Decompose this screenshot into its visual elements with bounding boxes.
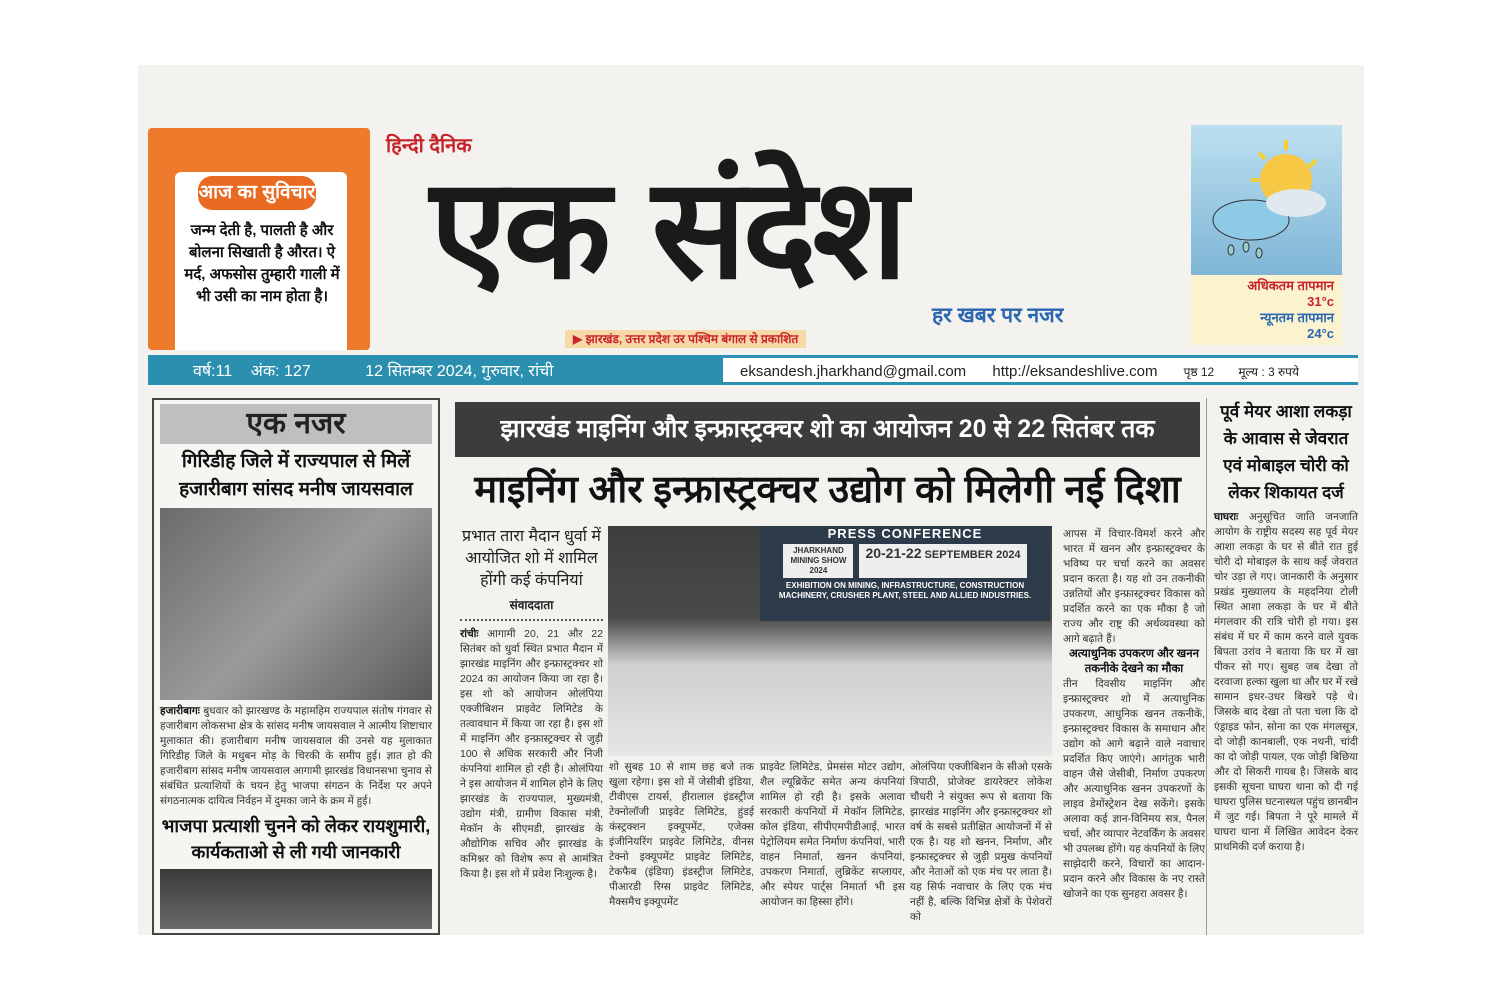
- section-title: एक नजर: [160, 404, 432, 444]
- tagline: हर खबर पर नजर: [932, 304, 1064, 327]
- column-divider: [1206, 398, 1207, 935]
- website-link[interactable]: http://eksandeshlive.com: [992, 363, 1158, 380]
- right-article: [1212, 510, 1360, 855]
- issue-info: [148, 358, 723, 385]
- max-temp-value: 31°c: [1307, 294, 1334, 309]
- article-body: आगामी 20, 21 और 22 सितंबर को धुर्वा स्थित प्रभात मैदान में झारखंड माइनिंग और इन्फ्रास्ट्रक्चर शो 2024 का आयोजन किया जा रहा है। इस शो को आयोजन ओलंपिया एक्जीबिशन प्राइवेट लिमिटेड के तत्वावधान में किया जा रहा है। इस शो में माइनिंग और इन्फ्रास्ट्रक्चर से जुड़ी 100 से अधिक सरकारी और निजी कंपनियां शामिल हो रही है। ओलंपिया ने इस आयोजन में शामिल होने के लिए झारखंड के राज्यपाल, मुख्यमंत्री, उद्योग मंत्री, ग्रामीण विकास मंत्री, मेकॉन के सीएमडी, झारखंड के औद्योगिक सचिव और झारखंड के कमिश्नर को विशेष रूप से आमंत्रित किया है। इस शो में प्रवेश निःशुल्क है।: [460, 628, 603, 880]
- right-column: [1212, 398, 1360, 935]
- min-temp-label: न्यूनतम तापमान: [1260, 310, 1334, 325]
- show-year: 2024: [996, 549, 1021, 561]
- min-temp-value: 24°c: [1307, 326, 1334, 341]
- page-number: पृष्ठ 12: [1183, 365, 1215, 379]
- price: मूल्य : 3 रुपये: [1238, 365, 1299, 379]
- story-banner-text: झारखंड माइनिंग और इन्फ्रास्ट्रक्चर शो का आयोजन 20 से 22 सितंबर तक: [500, 415, 1155, 443]
- left-headline-2: भाजपा प्रत्याशी चुनने को लेकर रायशुमारी, कार्यकताओ से ली गयी जानकारी: [161, 816, 431, 862]
- right-headline: पूर्व मेयर आशा लकड़ा के आवास से जेवरात एवं मोबाइल चोरी को लेकर शिकायत दर्ज: [1220, 402, 1352, 502]
- story-banner: [455, 402, 1200, 457]
- quote-text: जन्म देती है, पालती है और बोलना सिखाती है औरत। ऐ मर्द, अफसोस तुम्हारी गाली में भी उसी का नाम होता है।: [184, 222, 340, 305]
- date-label: 12 सितम्बर 2024, गुरुवार, रांची: [365, 363, 554, 380]
- article-subheading: अत्याधुनिक उपकरण और खनन तकनीके देखने का मौका: [1069, 648, 1199, 675]
- meeting-photo: [160, 869, 432, 929]
- article-column-2: शो सुबह 10 से शाम छह बजे तक खुला रहेगा। इस शो में जेसीबी इंडिया, टीवीएस टायर्स, हीरालाल इंडस्ट्रीज टेक्नोलॉजी प्राइवेट लिमिटेड, हुंडई कंस्ट्रक्शन इक्यूपमेंट, एजेक्स इंजीनियरिंग प्राइवेट लिमिटेड, वीनस टेक्नो इक्यूपमेंट प्राइवेट लिमिटेड, टेकफैब (इंडिया) इंडस्ट्रीज लिमिटेड, पीआरडी रिग्स प्राइवेट लिमिटेड, मैक्समैच इक्यूपमेंट: [609, 761, 754, 908]
- issue-label: अंक: 127: [250, 363, 311, 380]
- article-column-1: [460, 627, 603, 882]
- show-month: SEPTEMBER: [924, 549, 994, 561]
- left-article-1: [160, 704, 432, 809]
- dateline: घाघराः: [1214, 511, 1239, 523]
- byline: संवाददाता: [460, 598, 603, 621]
- contact-info: [728, 358, 1358, 385]
- main-headline-text: माइनिंग और इन्फ्रास्ट्रक्चर उद्योग को मिलेगी नई दिशा: [474, 469, 1181, 511]
- year-label: वर्ष:11: [193, 363, 233, 380]
- article-column-4: ओलंपिया एक्जीबिशन के सीओ एसके त्रिपाठी, प्रोजेक्ट डायरेक्टर लोकेश चौधरी ने संयुक्त रूप से बताया कि झारखंड माइनिंग और इन्फ्रास्ट्रक्चर शो वर्ष के सबसे प्रतीक्षित आयोजनों में से एक है। यह शो खनन, निर्माण, और इन्फ्रास्ट्रक्चर से जुड़ी प्रमुख कंपनियों और नेताओं को एक मंच पर लाता है। यह सिर्फ नवाचार के लिए एक मंच नहीं है, बल्कि विभिन्न क्षेत्रों के पेशेवरों को: [910, 761, 1052, 923]
- temperature-panel: [1191, 275, 1342, 345]
- banner-title: PRESS CONFERENCE: [827, 526, 983, 541]
- main-headline: [455, 462, 1200, 518]
- quote-title: आज का सुविचार: [198, 176, 316, 210]
- article-column-3: प्राइवेट लिमिटेड, प्रेमसंस मोटर उद्योग, शैल ल्यूब्रिकेंट समेत अन्य कंपनियां शामिल हो रही है। इसके अलावा सरकारी कंपनियों में मेकॉन लिमिटेड, कोल इंडिया, सीपीएमपीडीआई, भारत पेट्रोलियम समेत निर्माण कंपनियां, भारी वाहन निमार्ता, खनन कंपनियां, उपकरण निमार्ता, लुब्रिकेंट सप्लायर, और स्पेयर पार्ट्स निमार्ता भी इस आयोजन का हिस्सा होंगे।: [760, 761, 905, 908]
- press-conference-banner: [760, 526, 1050, 621]
- governor-meeting-photo: [160, 508, 432, 700]
- dateline: रांचीः: [460, 628, 479, 640]
- newspaper-logo: एक संदेश: [430, 148, 904, 311]
- intro-column: [460, 526, 603, 935]
- email-link[interactable]: eksandesh.jharkhand@gmail.com: [740, 363, 967, 380]
- article-body: आपस में विचार-विमर्श करने और भारत में खनन और इन्फ्रास्ट्रक्चर के भविष्य पर चर्चा करने का अवसर प्रदान करता है। यह शो उन तकनीकी उन्नतियों और इन्फ्रास्ट्रक्चर विकास को प्रदर्शित करने का एक मौका है जो राज्य और राष्ट्र की अर्थव्यवस्था को आगे बढ़ाते हैं।: [1063, 528, 1205, 645]
- max-temp-label: अधिकतम तापमान: [1247, 278, 1334, 293]
- show-name: JHARKHAND MINING SHOW 2024: [783, 544, 853, 578]
- published-regions: ▶ झारखंड, उत्तर प्रदेश उर पश्चिम बंगाल से प्रकाशित: [565, 330, 806, 348]
- article-body: अनुसूचित जाति जनजाति आयोग के राष्ट्रीय सदस्य सह पूर्व मेयर आशा लकड़ा के घर से बीते रात हुई चोरी दो मोबाइल के साथ कई जेवरात चोर उड़ा ले गए। जानकारी के अनुसार प्रखंड मुख्यालय के महदनिया टोली स्थित आशा लकड़ा के घर में बीते मंगलवार की रात्रि चोरी हो गया। इस संबंध में घर में काम करने वाले युवक बिपता उरांव ने बताया कि घर में खा पीकर सो गए। सुबह जब देखा तो दरवाजा हल्का खुला था और घर में रखे सामान इधर-उधर बिखरे पड़े थे। जिसके बाद देखा तो पता चला कि दो एंड्राइड फोन, सोना का एक मंगलसूत्र, दो जोड़ी कानबाली, एक नथनी, चांदी का दो जोड़ी पायल, एक जोड़ी बिछिया और दो सिकरी गायब है। जिसके बाद इसकी सूचना घाघरा थाना को दी गई घाघरा पुलिस घटनास्थल पहुंच छानबीन में जुट गई। बिपता ने पूरे मामले में घाघरा थाना में लिखित आवेदन देकर प्राथमिकी दर्ज कराया है।: [1214, 511, 1359, 853]
- article-body: बुधवार को झारखण्ड के महामहिम राज्यपाल संतोष गंगवार से हजारीबाग लोकसभा क्षेत्र के सांसद मनीष जायसवाल ने आत्मीय शिष्टाचार मुलाकात की। हजारीबाग मनीष जायसवाल की उनसे यह मुलाकात गिरिडीह जिले के मधुबन मोड़ के चिरकी के समीप हुई। ज्ञात हो की हजारीबाग सांसद मनीष जायसवाल आगामी झारखंड विधानसभा चुनाव से संबंधित प्रत्याशियों के चयन हेतु भाजपा संगठन के निर्देश पर अपने संगठनात्मक दायित्व निर्वहन में दुमका जाने के क्रम में हुई।: [160, 705, 433, 807]
- weather-panel: [1191, 125, 1342, 275]
- ek-nazar-box: [152, 398, 440, 935]
- sun-cloud-rain-icon: [1191, 125, 1342, 275]
- hindi-dainik-label: हिन्दी दैनिक: [386, 135, 472, 157]
- article-column-5: [1063, 527, 1205, 902]
- article-body: तीन दिवसीय माइनिंग और इन्फ्रास्ट्रक्चर शो में अत्याधुनिक उपकरण, आधुनिक खनन तकनीकें, इन्फ्रास्ट्रक्चर विकास के समाधान और उद्योग को आगे बढ़ाने वाले नवाचार प्रदर्शित किए जाएंगे। आगंतुक भारी वाहन जैसे जेसीबी, निर्माण उपकरण और अत्याधुनिक खनन उपकरणों के लाइव डेमोंस्ट्रेशन देख सकेंगे। इसके अलावा कई ज्ञान-विनिमय सत्र, पैनल चर्चा, और व्यापार नेटवर्किंग के अवसर भी उपलब्ध होंगे। यह कंपनियों के लिए साझेदारी करने, विचारों का आदान-प्रदान करने और विकास के नए रास्ते खोजने का एक सुनहरा अवसर है।: [1063, 678, 1205, 900]
- story-subhead: प्रभात तारा मैदान धुर्वा में आयोजित शो में शामिल होंगी कई कंपनियां: [462, 528, 601, 589]
- show-dates: 20-21-22: [865, 545, 922, 561]
- dateline: हजारीबागः: [160, 705, 200, 717]
- exhibition-text: EXHIBITION ON MINING, INFRASTRUCTURE, CONSTRUCTION MACHINERY, CRUSHER PLANT, STEEL AND ALLIED INDUSTRIES.: [778, 581, 1032, 600]
- left-headline-1: गिरिडीह जिले में राज्यपाल से मिलें हजारीबाग सांसद मनीष जायसवाल: [179, 451, 413, 500]
